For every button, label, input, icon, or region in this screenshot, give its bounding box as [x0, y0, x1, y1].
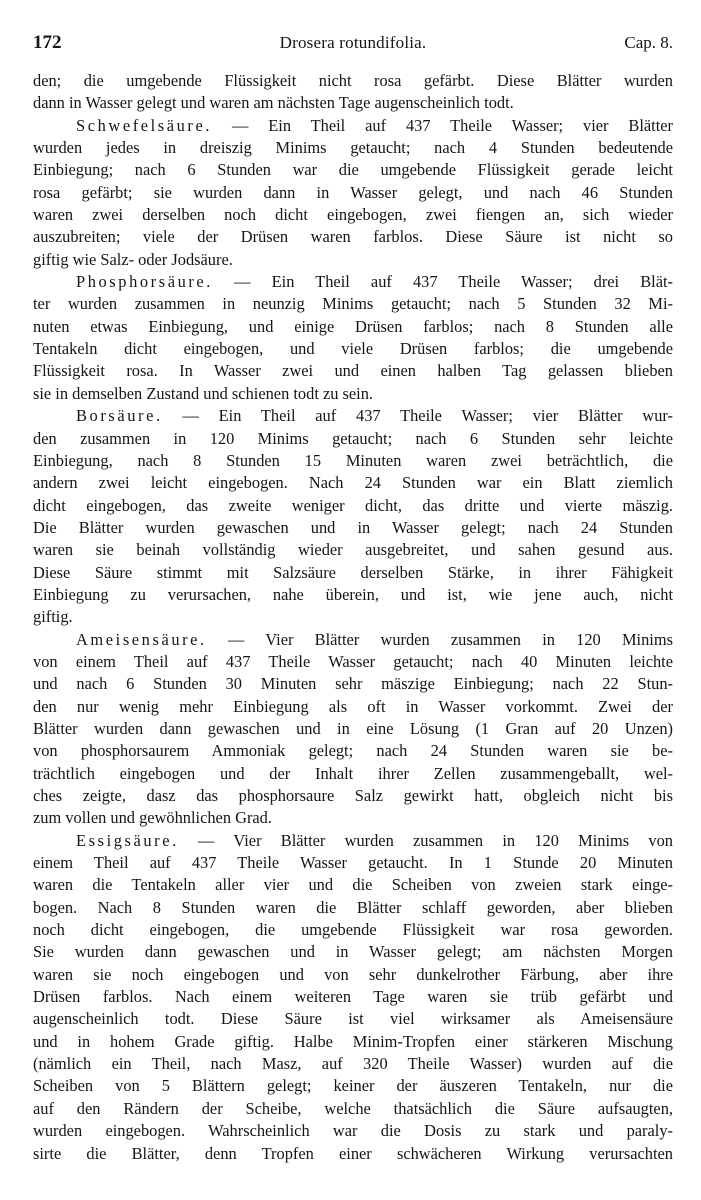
text-line [33, 1008, 673, 1030]
section-heading: Essigsäure. [76, 830, 179, 850]
text-line [33, 1098, 673, 1120]
text-line [33, 696, 673, 718]
text-line [33, 673, 673, 695]
text-line [33, 651, 673, 673]
text-line [33, 1120, 673, 1142]
line-text: zum vollen und gewöhnlichen Grad. [33, 808, 272, 828]
line-text: Drüsen farblos. Nach einem weiteren Tage waren sie trüb gefärbt und [33, 987, 673, 1007]
text-line [33, 383, 673, 405]
text-line [33, 182, 673, 204]
running-head [33, 28, 673, 58]
paragraph [33, 405, 673, 628]
line-text: sirte die Blätter, denn Tropfen einer schwächeren Wirkung verursachten [33, 1143, 673, 1163]
text-line [33, 539, 673, 561]
text-line [33, 360, 673, 382]
text-line [33, 316, 673, 338]
book-page [33, 28, 673, 1165]
line-text: waren sie noch eingebogen und von sehr dunkelrother Färbung, aber ihre [33, 964, 673, 984]
text-line [33, 763, 673, 785]
page-number: 172 [33, 32, 62, 53]
text-line [33, 428, 673, 450]
line-text: Einbiegung, nach 8 Stunden 15 Minuten waren zwei beträchtlich, die [33, 450, 673, 470]
line-text: ter wurden zusammen in neunzig Minims getaucht; nach 5 Stunden 32 Mi- [33, 294, 673, 314]
text-line [33, 204, 673, 226]
text-line [33, 919, 673, 941]
text-line [33, 92, 673, 114]
line-text: trächtlich eingebogen und der Inhalt ihrer Zellen zusammengeballt, wel- [33, 763, 673, 783]
text-line [33, 472, 673, 494]
text-line [33, 159, 673, 181]
paragraph [33, 629, 673, 830]
line-text: — Ein Theil auf 437 Theile Wasser; drei Blät- [213, 272, 673, 292]
line-text: auszubreiten; viele der Drüsen waren farblos. Diese Säure ist nicht so [33, 227, 673, 247]
text-line [33, 562, 673, 584]
text-line [33, 830, 673, 852]
line-text: von einem Theil auf 437 Theile Wasser getaucht; nach 40 Minuten leichte [33, 651, 673, 671]
line-text: noch dicht eingebogen, die umgebende Flüssigkeit war rosa geworden. [33, 920, 673, 940]
text-line [33, 271, 673, 293]
section-heading: Ameisensäure. [76, 629, 207, 649]
line-text: — Ein Theil auf 437 Theile Wasser; vier Blätter wur- [162, 406, 673, 426]
text-line [33, 986, 673, 1008]
section-heading: Schwefelsäure. [76, 115, 213, 135]
running-title: Drosera rotundifolia. [279, 33, 427, 52]
line-text: waren die Tentakeln aller vier und die Scheiben von zweien stark einge- [33, 875, 673, 895]
line-text: Flüssigkeit rosa. In Wasser zwei und einen halben Tag gelassen blieben [33, 361, 673, 381]
text-line [33, 1053, 673, 1075]
text-line [33, 115, 673, 137]
line-text: von phosphorsaurem Ammoniak gelegt; nach 24 Stunden waren sie be- [33, 741, 673, 761]
paragraph [33, 115, 673, 271]
text-line [33, 1075, 673, 1097]
text-line [33, 137, 673, 159]
line-text: Blätter wurden dann gewaschen und in eine Lösung (1 Gran auf 20 Unzen) [33, 718, 673, 738]
line-text: Einbiegung zu verursachen, nahe überein, und ist, wie jene auch, nicht [33, 584, 673, 604]
text-line [33, 606, 673, 628]
body-text [33, 70, 673, 1165]
line-text: auf den Rändern der Scheibe, welche thatsächlich die Säure aufsaugten, [33, 1098, 673, 1118]
line-text: dann in Wasser gelegt und waren am nächsten Tage augenscheinlich todt. [33, 93, 514, 113]
line-text: einem Theil auf 437 Theile Wasser getaucht. In 1 Stunde 20 Minuten [33, 853, 673, 873]
line-text: waren sie beinah vollständig wieder ausgebreitet, und sahen gesund aus. [33, 540, 673, 560]
line-text: andern zwei leicht eingebogen. Nach 24 Stunden war ein Blatt ziemlich [33, 473, 673, 493]
text-line [33, 249, 673, 271]
text-line [33, 293, 673, 315]
text-line [33, 584, 673, 606]
line-text: dicht eingebogen, das zweite weniger dicht, das dritte und vierte mäszig. [33, 495, 673, 515]
line-text: sie in demselben Zustand und schienen todt zu sein. [33, 383, 374, 403]
chapter-label: Cap. 8. [624, 33, 673, 52]
line-text: Diese Säure stimmt mit Salzsäure derselben Stärke, in ihrer Fähigkeit [33, 562, 673, 582]
line-text: nuten etwas Einbiegung, und einige Drüsen farblos; nach 8 Stunden alle [33, 316, 673, 336]
line-text: wurden jedes in dreiszig Minims getaucht; nach 4 Stunden bedeutende [33, 138, 673, 158]
paragraph [33, 830, 673, 1165]
line-text: Einbiegung; nach 6 Stunden war die umgebende Flüssigkeit gerade leicht [33, 160, 673, 180]
text-line [33, 852, 673, 874]
line-text: — Vier Blätter wurden zusammen in 120 Minims von [178, 830, 673, 850]
line-text: — Vier Blätter wurden zusammen in 120 Minims [206, 629, 673, 649]
section-heading: Borsäure. [76, 406, 163, 426]
line-text: wurden eingebogen. Wahrscheinlich war die Dosis zu stark und paraly- [33, 1121, 673, 1141]
line-text: Tentakeln dicht eingebogen, und viele Drüsen farblos; die umgebende [33, 339, 673, 359]
text-line [33, 718, 673, 740]
text-line [33, 1143, 673, 1165]
line-text: ches zeigte, dasz das phosphorsaure Salz gewirkt hatt, obgleich nicht bis [33, 786, 673, 805]
line-text: rosa gefärbt; sie wurden dann in Wasser gelegt, und nach 46 Stunden [33, 182, 673, 202]
text-line [33, 629, 673, 651]
text-line [33, 897, 673, 919]
text-line [33, 740, 673, 762]
paragraph [33, 70, 673, 115]
text-line [33, 1031, 673, 1053]
text-line [33, 941, 673, 963]
text-line [33, 517, 673, 539]
line-text: giftig. [33, 607, 73, 627]
line-text: — Ein Theil auf 437 Theile Wasser; vier Blätter [212, 115, 673, 135]
line-text: den zusammen in 120 Minims getaucht; nach 6 Stunden sehr leichte [33, 428, 673, 448]
text-line [33, 785, 673, 807]
text-line [33, 338, 673, 360]
text-line [33, 874, 673, 896]
line-text: (nämlich ein Theil, nach Masz, auf 320 Theile Wasser) wurden auf die [33, 1054, 673, 1074]
line-text: giftig wie Salz- oder Jodsäure. [33, 249, 233, 269]
text-line [33, 807, 673, 829]
text-line [33, 495, 673, 517]
text-line [33, 226, 673, 248]
line-text: bogen. Nach 8 Stunden waren die Blätter schlaff geworden, aber blieben [33, 897, 673, 917]
line-text: waren zwei derselben noch dicht eingebogen, zwei fiengen an, sich wieder [33, 205, 673, 225]
line-text: augenscheinlich todt. Diese Säure ist viel wirksamer als Ameisensäure [33, 1009, 673, 1029]
line-text: und in hohem Grade giftig. Halbe Minim-Tropfen einer stärkeren Mischung [33, 1031, 673, 1051]
paragraph [33, 271, 673, 405]
text-line [33, 450, 673, 472]
line-text: und nach 6 Stunden 30 Minuten sehr mäszige Einbiegung; nach 22 Stun- [33, 674, 673, 694]
section-heading: Phosphorsäure. [76, 272, 214, 292]
line-text: Die Blätter wurden gewaschen und in Wasser gelegt; nach 24 Stunden [33, 517, 673, 537]
text-line [33, 405, 673, 427]
line-text: Sie wurden dann gewaschen und in Wasser gelegt; am nächsten Morgen [33, 942, 673, 962]
text-line [33, 964, 673, 986]
line-text: Scheiben von 5 Blättern gelegt; keiner der äuszeren Tentakeln, nur die [33, 1076, 673, 1096]
line-text: den; die umgebende Flüssigkeit nicht rosa gefärbt. Diese Blätter wurden [33, 71, 673, 90]
text-line [33, 70, 673, 92]
line-text: den nur wenig mehr Einbiegung als oft in Wasser vorkommt. Zwei der [33, 696, 673, 716]
